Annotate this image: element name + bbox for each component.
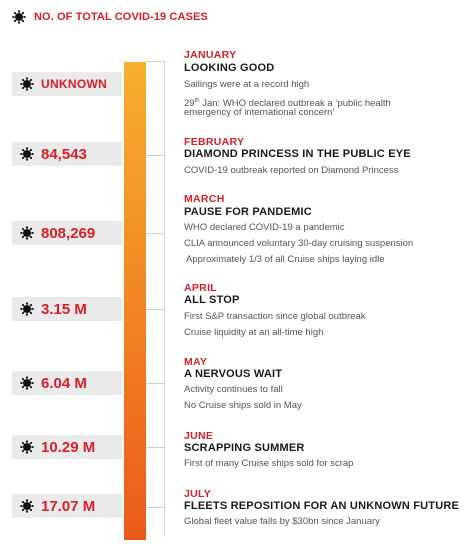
- virus-icon: [20, 226, 34, 240]
- count-value: 84,543: [41, 145, 87, 163]
- timeline-bar: [124, 62, 146, 540]
- count-label-july: [12, 494, 122, 518]
- count-label-january: [12, 72, 122, 96]
- event-detail: CLIA announced voluntary 30-day cruising suspension: [184, 238, 414, 249]
- event-headline: DIAMOND PRINCESS IN THE PUBLIC EYE: [184, 148, 411, 160]
- virus-icon: [20, 499, 34, 513]
- connector-tick: [146, 233, 164, 234]
- connector-tick: [146, 507, 164, 508]
- event-detail: WHO declared COVID-19 a pandemic: [184, 222, 345, 233]
- event-headline: SCRAPPING SUMMER: [184, 442, 305, 454]
- event-detail: Sailings were at a record high: [184, 79, 310, 90]
- event-month: MAY: [184, 356, 208, 368]
- event-detail: First of many Cruise ships sold for scrap: [184, 458, 354, 469]
- count-value: 17.07 M: [41, 497, 96, 515]
- connector-tick: [146, 383, 164, 384]
- count-value: 6.04 M: [41, 374, 87, 392]
- count-value: UNKNOWN: [41, 77, 108, 91]
- connector-tick: [146, 61, 164, 62]
- connector-tick: [146, 155, 164, 156]
- events-connector: [164, 60, 165, 536]
- virus-icon: [20, 440, 34, 454]
- event-month: JUNE: [184, 430, 214, 442]
- event-detail: Approximately 1/3 of all Cruise ships laying idle: [186, 254, 385, 265]
- event-month: JULY: [184, 488, 212, 500]
- connector-tick: [146, 447, 164, 448]
- connector-tick: [146, 309, 164, 310]
- event-detail: No Cruise ships sold in May: [184, 400, 302, 411]
- count-value: 10.29 M: [41, 438, 96, 456]
- event-detail: COVID-19 outbreak reported on Diamond Princess: [184, 165, 399, 176]
- count-label-june: [12, 435, 122, 459]
- event-month: APRIL: [184, 282, 217, 294]
- virus-icon: [20, 147, 34, 161]
- event-detail: Global fleet value falls by $30bn since January: [184, 516, 380, 527]
- count-label-march: [12, 221, 122, 245]
- virus-icon: [20, 302, 34, 316]
- event-month: FEBRUARY: [184, 136, 245, 148]
- event-headline: LOOKING GOOD: [184, 62, 275, 74]
- event-detail: First S&P transaction since global outbreak: [184, 311, 366, 322]
- event-month: JANUARY: [184, 49, 237, 61]
- count-label-may: [12, 371, 122, 395]
- virus-icon: [20, 376, 34, 390]
- event-detail: Activity continues to fall: [184, 384, 283, 395]
- legend-title: NO. OF TOTAL COVID-19 CASES: [34, 11, 208, 23]
- event-headline: A NERVOUS WAIT: [184, 368, 283, 380]
- event-headline: PAUSE FOR PANDEMIC: [184, 206, 312, 218]
- count-value: 808,269: [41, 224, 96, 242]
- count-value: 3.15 M: [41, 300, 87, 318]
- count-label-april: [12, 297, 122, 321]
- event-detail: emergency of international concern’: [184, 107, 335, 118]
- event-month: MARCH: [184, 193, 225, 205]
- event-detail: 29th Jan: WHO declared outbreak a ‘public health: [184, 98, 391, 110]
- virus-icon: [12, 10, 26, 24]
- event-detail: Cruise liquidity at an all-time high: [184, 327, 324, 338]
- legend: [12, 9, 208, 25]
- event-headline: ALL STOP: [184, 294, 240, 306]
- virus-icon: [20, 77, 34, 91]
- event-headline: FLEETS REPOSITION FOR AN UNKNOWN FUTURE: [184, 500, 460, 512]
- count-label-february: [12, 142, 122, 166]
